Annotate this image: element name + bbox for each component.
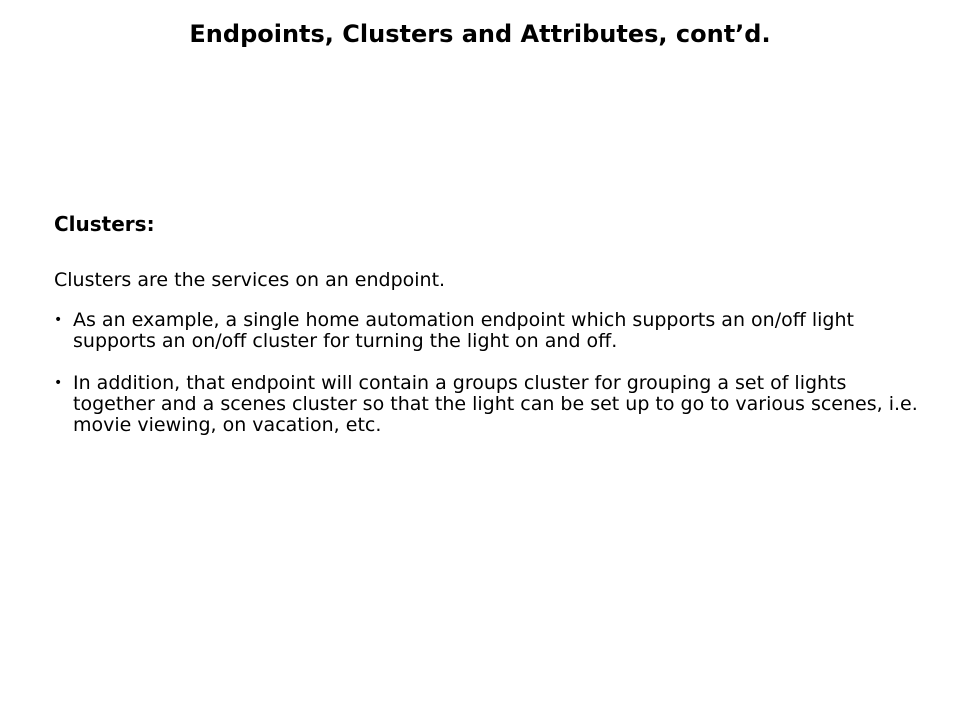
bullet-item	[54, 310, 924, 352]
slide-title: Endpoints, Clusters and Attributes, cont’d.	[189, 20, 771, 48]
bullet-icon: •	[54, 375, 63, 391]
slide-content	[54, 210, 924, 457]
bullet-item	[54, 373, 924, 436]
intro-text: Clusters are the services on an endpoint.	[54, 269, 446, 291]
bullet-text: As an example, a single home automation endpoint which supports an on/off light supports an on/off cluster for turning the light on and off.	[73, 309, 854, 352]
section-heading: Clusters:	[54, 212, 155, 236]
bullet-list	[54, 310, 924, 436]
bullet-icon: •	[54, 312, 63, 328]
bullet-text: In addition, that endpoint will contain a groups cluster for grouping a set of lights together and a scenes cluster so that the light can be set up to go to various scenes, i.e. movie viewing, on vacation, etc.	[73, 372, 918, 436]
